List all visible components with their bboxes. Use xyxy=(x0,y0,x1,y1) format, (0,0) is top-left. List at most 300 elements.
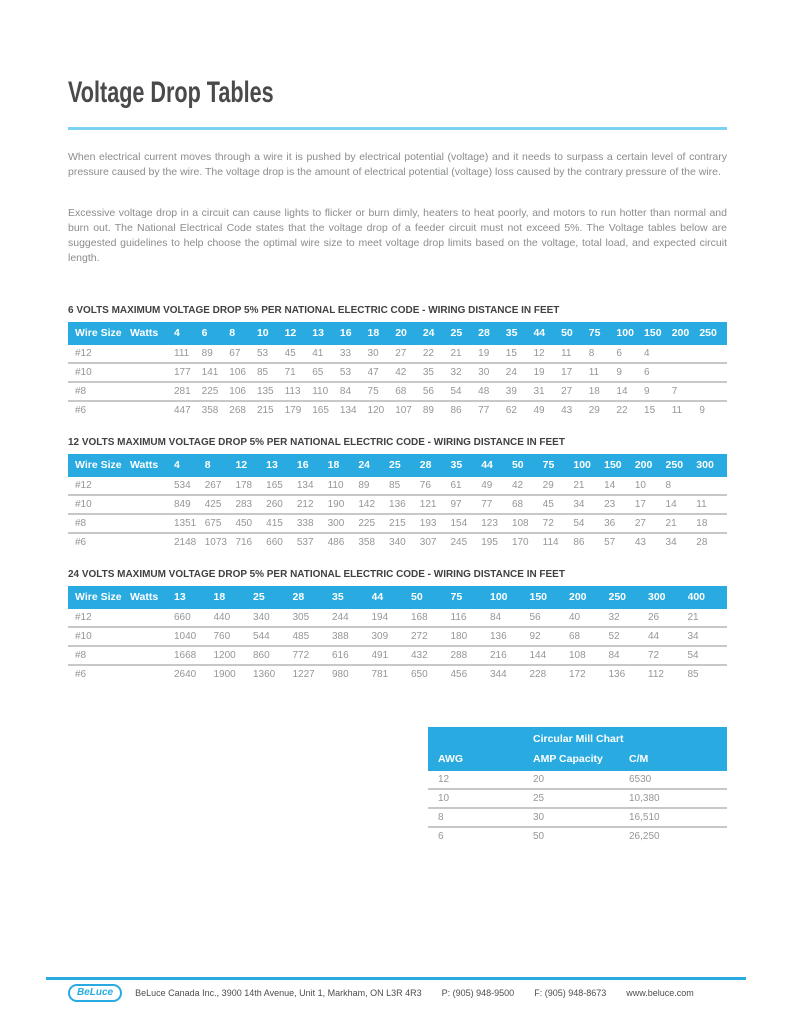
header-cell: 18 xyxy=(213,591,226,603)
value-cell: 432 xyxy=(411,650,428,661)
value-cell: 136 xyxy=(389,499,406,510)
value-cell: 9 xyxy=(699,405,705,416)
value-cell: 225 xyxy=(358,518,376,529)
header-cell: 35 xyxy=(450,459,463,471)
value-cell: 49 xyxy=(533,405,545,416)
header-cell: 8 xyxy=(229,327,236,339)
value-cell: 12 xyxy=(533,348,545,359)
value-cell: 2148 xyxy=(174,537,197,548)
value-cell: 67 xyxy=(229,348,241,359)
value-cell: 450 xyxy=(235,518,253,529)
wire-size-cell: #10 xyxy=(75,631,92,642)
value-cell: 358 xyxy=(358,537,376,548)
header-cell: 12 xyxy=(235,459,248,471)
value-cell: 849 xyxy=(174,499,191,510)
value-cell: 39 xyxy=(505,386,517,397)
value-cell: 165 xyxy=(266,480,283,491)
value-cell: 113 xyxy=(284,386,301,397)
value-cell: 22 xyxy=(616,405,628,416)
value-cell: 11 xyxy=(561,348,572,359)
value-cell xyxy=(130,402,174,419)
header-cell: 13 xyxy=(174,591,186,603)
value-cell xyxy=(130,364,174,381)
value-cell: 32 xyxy=(450,367,462,378)
value-cell: 61 xyxy=(450,480,462,491)
value-cell: 6 xyxy=(644,367,650,378)
value-cell xyxy=(699,345,727,362)
value-cell: 288 xyxy=(450,650,468,661)
value-cell: 212 xyxy=(296,499,314,510)
header-cell: 4 xyxy=(174,459,180,471)
value-cell: 41 xyxy=(312,348,324,359)
value-cell: 134 xyxy=(339,405,357,416)
value-cell: 40 xyxy=(569,612,581,623)
value-cell: 15 xyxy=(505,348,517,359)
value-cell: 86 xyxy=(450,405,462,416)
value-cell: 300 xyxy=(327,518,345,529)
value-cell: 53 xyxy=(256,348,269,359)
value-cell: 1668 xyxy=(174,650,197,661)
value-cell: 42 xyxy=(395,367,407,378)
value-cell: 1200 xyxy=(213,650,236,661)
value-cell: 388 xyxy=(332,631,349,642)
value-cell: 170 xyxy=(511,537,529,548)
value-cell: 56 xyxy=(422,386,434,397)
value-cell: 141 xyxy=(201,367,219,378)
wire-size-cell: #12 xyxy=(75,348,92,359)
value-cell: 34 xyxy=(687,631,699,642)
value-cell: 193 xyxy=(419,518,437,529)
table-row xyxy=(68,515,727,534)
header-cell: Watts xyxy=(130,459,159,471)
value-cell: 21 xyxy=(573,480,585,491)
value-cell: 172 xyxy=(569,669,586,680)
value-cell xyxy=(130,609,174,626)
value-cell: 35 xyxy=(422,367,434,378)
footer-fax: F: (905) 948-8673 xyxy=(534,988,607,998)
value-cell: 456 xyxy=(450,669,468,680)
value-cell: 86 xyxy=(573,537,585,548)
wire-size-cell: #6 xyxy=(75,405,87,416)
header-cell: Watts xyxy=(130,591,159,603)
value-cell: 22 xyxy=(422,348,434,359)
value-cell: 65 xyxy=(312,367,324,378)
header-cell: 100 xyxy=(490,591,508,603)
value-cell: 84 xyxy=(608,650,620,661)
value-cell: 62 xyxy=(505,405,517,416)
value-cell: 307 xyxy=(419,537,437,548)
value-cell xyxy=(699,383,727,400)
value-cell: 425 xyxy=(204,499,222,510)
table-row xyxy=(68,383,727,402)
wire-size-cell: #8 xyxy=(75,518,87,529)
header-cell: 300 xyxy=(696,459,714,471)
table-title-24-volts: 24 VOLTS MAXIMUM VOLTAGE DROP 5% PER NATIONAL ELECTRIC CODE - WIRING DISTANCE IN FEET xyxy=(68,568,565,580)
value-cell: 110 xyxy=(312,386,329,397)
value-cell: 72 xyxy=(542,518,554,529)
value-cell: 14 xyxy=(616,386,628,397)
header-cell: 25 xyxy=(450,327,463,339)
mill-chart-title-band xyxy=(428,727,727,749)
value-cell xyxy=(130,515,174,532)
value-cell: 660 xyxy=(266,537,283,548)
header-cell: 18 xyxy=(367,327,380,339)
value-cell xyxy=(699,364,727,381)
wire-size-cell: #12 xyxy=(75,480,92,491)
value-cell: 54 xyxy=(687,650,699,661)
value-cell xyxy=(130,666,174,683)
beluce-logo: BeLuce xyxy=(68,984,122,1002)
value-cell: 144 xyxy=(529,650,547,661)
value-cell: 11 xyxy=(588,367,600,378)
value-cell xyxy=(696,477,727,494)
value-cell: 31 xyxy=(533,386,545,397)
value-cell: 11 xyxy=(671,405,683,416)
value-cell: 245 xyxy=(450,537,468,548)
value-cell: 85 xyxy=(687,669,699,680)
voltage-table-6-volts xyxy=(68,322,727,419)
value-cell: 136 xyxy=(608,669,626,680)
value-cell: 27 xyxy=(634,518,646,529)
value-cell: 177 xyxy=(174,367,191,378)
header-cell: 18 xyxy=(327,459,340,471)
value-cell: 14 xyxy=(604,480,616,491)
value-cell: 84 xyxy=(490,612,502,623)
value-cell: 85 xyxy=(256,367,269,378)
value-cell: 72 xyxy=(648,650,660,661)
header-cell: 12 xyxy=(284,327,297,339)
header-cell: 200 xyxy=(634,459,653,471)
value-cell: 1351 xyxy=(174,518,197,529)
value-cell: 1040 xyxy=(174,631,197,642)
header-cell: 13 xyxy=(312,327,324,339)
value-cell: 89 xyxy=(201,348,213,359)
table-row xyxy=(68,628,727,647)
header-cell: 250 xyxy=(699,327,717,339)
value-cell: 24 xyxy=(505,367,517,378)
value-cell: 106 xyxy=(229,386,246,397)
value-cell: 134 xyxy=(296,480,314,491)
value-cell: 44 xyxy=(648,631,660,642)
value-cell: 6 xyxy=(616,348,622,359)
value-cell: 108 xyxy=(511,518,529,529)
value-cell: 89 xyxy=(422,405,434,416)
value-cell: 14 xyxy=(665,499,677,510)
value-cell: 49 xyxy=(481,480,493,491)
value-cell: 48 xyxy=(478,386,490,397)
header-cell: 16 xyxy=(296,459,309,471)
value-cell: 537 xyxy=(296,537,314,548)
mill-chart-cell: 12 xyxy=(438,774,450,785)
value-cell: 358 xyxy=(201,405,219,416)
value-cell: 8 xyxy=(588,348,595,359)
header-cell: 13 xyxy=(266,459,278,471)
wire-size-cell: #6 xyxy=(75,669,87,680)
value-cell: 154 xyxy=(450,518,468,529)
value-cell: 260 xyxy=(266,499,283,510)
value-cell xyxy=(130,477,174,494)
value-cell: 21 xyxy=(687,612,699,623)
value-cell: 616 xyxy=(332,650,349,661)
value-cell: 195 xyxy=(481,537,498,548)
value-cell xyxy=(130,628,174,645)
mill-chart-cell: 10 xyxy=(438,793,450,804)
header-cell: 50 xyxy=(411,591,423,603)
value-cell: 485 xyxy=(292,631,310,642)
value-cell: 27 xyxy=(395,348,407,359)
voltage-table-12-volts xyxy=(68,454,727,551)
value-cell: 215 xyxy=(256,405,274,416)
value-cell: 268 xyxy=(229,405,246,416)
value-cell xyxy=(130,496,174,513)
value-cell: 486 xyxy=(327,537,345,548)
header-cell-awg: AWG xyxy=(438,753,464,765)
value-cell: 165 xyxy=(312,405,329,416)
value-cell: 168 xyxy=(411,612,428,623)
table-row xyxy=(68,364,727,383)
header-cell: 35 xyxy=(332,591,344,603)
value-cell: 4 xyxy=(644,348,650,359)
mill-chart-body xyxy=(428,771,727,845)
value-cell: 121 xyxy=(419,499,437,510)
value-cell: 544 xyxy=(253,631,270,642)
value-cell: 56 xyxy=(529,612,541,623)
value-cell: 272 xyxy=(411,631,428,642)
mill-chart-title: Circular Mill Chart xyxy=(533,733,624,745)
value-cell: 68 xyxy=(569,631,581,642)
value-cell: 11 xyxy=(696,499,707,510)
table-section-24-volts xyxy=(68,568,727,683)
value-cell: 76 xyxy=(419,480,431,491)
table-row xyxy=(68,609,727,628)
value-cell: 116 xyxy=(450,612,467,623)
mill-chart-cell: 26,250 xyxy=(629,831,660,842)
page-title: Voltage Drop Tables xyxy=(68,76,274,109)
value-cell: 491 xyxy=(371,650,389,661)
mill-chart-cell: 16,510 xyxy=(629,812,660,823)
header-cell-amp-capacity: AMP Capacity xyxy=(533,753,603,765)
value-cell: 340 xyxy=(389,537,406,548)
value-cell: 781 xyxy=(371,669,389,680)
table-title-6-volts: 6 VOLTS MAXIMUM VOLTAGE DROP 5% PER NATIONAL ELECTRIC CODE - WIRING DISTANCE IN FEET xyxy=(68,304,560,316)
value-cell: 34 xyxy=(573,499,585,510)
value-cell: 97 xyxy=(450,499,462,510)
value-cell: 68 xyxy=(511,499,524,510)
value-cell: 1900 xyxy=(213,669,236,680)
header-cell: 400 xyxy=(687,591,706,603)
footer-address: BeLuce Canada Inc., 3900 14th Avenue, Unit 1, Markham, ON L3R 4R3 xyxy=(135,988,422,998)
value-cell xyxy=(130,534,174,551)
value-cell: 42 xyxy=(511,480,524,491)
wire-size-cell: #10 xyxy=(75,499,92,510)
header-cell: 300 xyxy=(648,591,666,603)
value-cell: 71 xyxy=(284,367,296,378)
value-cell: 225 xyxy=(201,386,219,397)
wire-size-cell: #8 xyxy=(75,386,87,397)
value-cell: 30 xyxy=(367,348,379,359)
mill-chart-row xyxy=(428,809,727,828)
value-cell: 8 xyxy=(665,480,672,491)
value-cell xyxy=(672,345,700,362)
footer-website: www.beluce.com xyxy=(626,988,694,998)
header-cell: 75 xyxy=(588,327,601,339)
table-header-row xyxy=(68,322,727,345)
value-cell: 180 xyxy=(450,631,468,642)
value-cell: 136 xyxy=(490,631,507,642)
header-cell: 4 xyxy=(174,327,180,339)
value-cell: 43 xyxy=(561,405,573,416)
value-cell: 52 xyxy=(608,631,620,642)
value-cell: 53 xyxy=(339,367,352,378)
value-cell: 9 xyxy=(644,386,650,397)
table-row xyxy=(68,477,727,496)
header-cell: 28 xyxy=(419,459,432,471)
value-cell: 45 xyxy=(284,348,296,359)
table-row xyxy=(68,666,727,683)
value-cell: 344 xyxy=(490,669,507,680)
value-cell: 30 xyxy=(478,367,490,378)
value-cell: 244 xyxy=(332,612,349,623)
table-header-row xyxy=(68,454,727,477)
value-cell: 194 xyxy=(371,612,389,623)
value-cell xyxy=(130,345,174,362)
value-cell xyxy=(130,647,174,664)
wire-size-cell: #10 xyxy=(75,367,92,378)
table-row xyxy=(68,345,727,364)
header-cell: 250 xyxy=(665,459,684,471)
header-cell: 20 xyxy=(395,327,407,339)
mill-chart-cell: 6 xyxy=(438,831,444,842)
mill-chart-header-row xyxy=(428,749,727,771)
value-cell: 860 xyxy=(253,650,270,661)
mill-chart-cell: 10,380 xyxy=(629,793,660,804)
table-section-12-volts xyxy=(68,436,727,551)
value-cell: 340 xyxy=(253,612,270,623)
title-rule xyxy=(68,127,727,130)
table-row xyxy=(68,496,727,515)
value-cell xyxy=(130,383,174,400)
value-cell: 84 xyxy=(339,386,352,397)
value-cell: 1360 xyxy=(253,669,276,680)
header-cell: 44 xyxy=(533,327,546,339)
header-cell: 200 xyxy=(671,327,690,339)
value-cell: 309 xyxy=(371,631,389,642)
value-cell: 2640 xyxy=(174,669,197,680)
header-cell: 50 xyxy=(511,459,524,471)
header-cell-cm: C/M xyxy=(629,753,649,765)
value-cell: 75 xyxy=(367,386,379,397)
mill-chart-row xyxy=(428,771,727,790)
header-cell: 75 xyxy=(450,591,463,603)
value-cell: 650 xyxy=(411,669,428,680)
value-cell: 7 xyxy=(671,386,678,397)
header-cell: 25 xyxy=(389,459,401,471)
value-cell: 9 xyxy=(616,367,622,378)
header-cell: 150 xyxy=(604,459,622,471)
wire-size-cell: #8 xyxy=(75,650,87,661)
header-cell: 75 xyxy=(542,459,555,471)
mill-chart-row xyxy=(428,828,727,845)
value-cell: 26 xyxy=(648,612,660,623)
value-cell: 660 xyxy=(174,612,191,623)
wire-size-cell: #12 xyxy=(75,612,92,623)
header-cell: 44 xyxy=(371,591,384,603)
value-cell: 281 xyxy=(174,386,191,397)
header-cell: 24 xyxy=(422,327,435,339)
header-cell: 100 xyxy=(616,327,634,339)
mill-chart-cell: 8 xyxy=(438,812,444,823)
table-row xyxy=(68,402,727,419)
header-cell: Wire Size xyxy=(75,459,122,471)
table-section-6-volts xyxy=(68,304,727,419)
mill-chart-cell: 50 xyxy=(533,831,545,842)
value-cell: 45 xyxy=(542,499,554,510)
value-cell: 29 xyxy=(588,405,600,416)
header-cell: 16 xyxy=(339,327,352,339)
value-cell: 267 xyxy=(204,480,222,491)
header-cell: Wire Size xyxy=(75,591,122,603)
voltage-table-24-volts xyxy=(68,586,727,683)
mill-chart-cell: 20 xyxy=(533,774,545,785)
value-cell: 19 xyxy=(533,367,545,378)
value-cell: 142 xyxy=(358,499,376,510)
value-cell: 112 xyxy=(648,669,664,680)
value-cell: 675 xyxy=(204,518,222,529)
value-cell: 21 xyxy=(665,518,677,529)
value-cell: 54 xyxy=(450,386,462,397)
value-cell: 92 xyxy=(529,631,541,642)
header-cell: 25 xyxy=(253,591,265,603)
value-cell: 32 xyxy=(608,612,620,623)
value-cell: 215 xyxy=(389,518,406,529)
value-cell: 17 xyxy=(561,367,573,378)
table-title-12-volts: 12 VOLTS MAXIMUM VOLTAGE DROP 5% PER NATIONAL ELECTRIC CODE - WIRING DISTANCE IN FEET xyxy=(68,436,565,448)
value-cell: 228 xyxy=(529,669,547,680)
header-cell: 28 xyxy=(478,327,490,339)
value-cell: 980 xyxy=(332,669,349,680)
header-cell: 200 xyxy=(569,591,587,603)
value-cell: 54 xyxy=(573,518,585,529)
value-cell: 179 xyxy=(284,405,302,416)
value-cell: 18 xyxy=(696,518,708,529)
footer-phone: P: (905) 948-9500 xyxy=(441,988,515,998)
table-row xyxy=(68,647,727,666)
value-cell: 89 xyxy=(358,480,370,491)
value-cell: 28 xyxy=(696,537,708,548)
header-cell: 8 xyxy=(204,459,211,471)
header-cell: 250 xyxy=(608,591,627,603)
header-cell: 28 xyxy=(292,591,305,603)
value-cell: 123 xyxy=(481,518,498,529)
value-cell: 216 xyxy=(490,650,507,661)
header-cell: 150 xyxy=(529,591,548,603)
value-cell: 47 xyxy=(367,367,379,378)
value-cell: 114 xyxy=(542,537,559,548)
value-cell: 17 xyxy=(634,499,646,510)
value-cell: 111 xyxy=(174,348,190,359)
value-cell: 15 xyxy=(644,405,656,416)
header-cell: 150 xyxy=(644,327,662,339)
value-cell: 36 xyxy=(604,518,616,529)
value-cell: 1227 xyxy=(292,669,315,680)
value-cell: 1073 xyxy=(204,537,227,548)
header-cell: 50 xyxy=(561,327,573,339)
value-cell: 77 xyxy=(478,405,490,416)
circular-mill-chart xyxy=(428,727,727,845)
value-cell: 106 xyxy=(229,367,246,378)
table-header-row xyxy=(68,586,727,609)
value-cell: 77 xyxy=(481,499,493,510)
